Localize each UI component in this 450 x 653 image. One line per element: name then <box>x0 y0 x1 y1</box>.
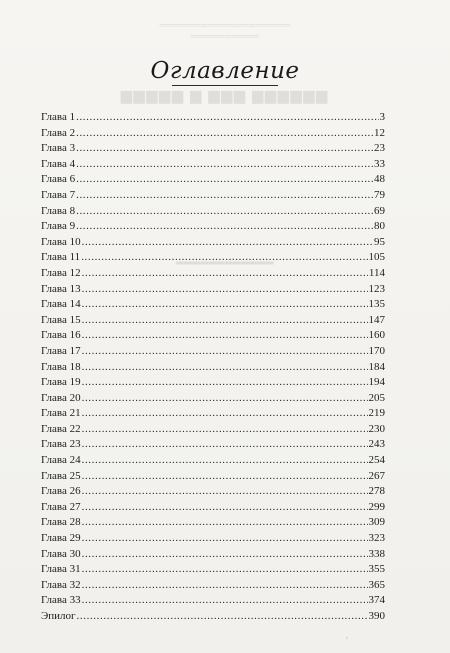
toc-entry[interactable] <box>41 328 385 344</box>
toc-entry[interactable] <box>41 391 385 407</box>
toc-entry-page: 79 <box>374 188 385 201</box>
toc-entry[interactable] <box>41 235 385 251</box>
toc-entry-page: 80 <box>374 220 385 233</box>
toc-entry[interactable] <box>41 188 385 204</box>
toc-entry-label: Глава 21 <box>41 407 81 420</box>
bleed-through-text: ▂▂▂▂▂▂▂▂▂▂▂▂ <box>175 254 275 265</box>
dot-leader <box>82 313 368 329</box>
toc-entry[interactable] <box>41 515 385 531</box>
toc-entry[interactable] <box>41 204 385 220</box>
toc-entry[interactable] <box>41 360 385 376</box>
toc-entry-page: 219 <box>368 407 385 420</box>
dot-leader <box>76 219 373 235</box>
dot-leader <box>82 437 368 453</box>
toc-entry-label: Глава 8 <box>41 204 76 217</box>
dot-leader <box>76 204 373 220</box>
toc-entry-page: 299 <box>368 500 385 513</box>
toc-entry[interactable] <box>41 250 385 266</box>
bleed-through-text: ▆▆▆▆▆ ▆ ▆▆▆ ▆▆▆▆▆▆ <box>121 89 329 104</box>
toc-entry-label: Глава 6 <box>41 173 76 186</box>
toc-entry-label: Глава 28 <box>41 516 81 529</box>
page-title: Оглавление <box>0 58 450 86</box>
toc-entry-page: 33 <box>374 157 385 170</box>
dot-leader <box>82 515 368 531</box>
toc-entry-label: Глава 1 <box>41 111 76 123</box>
dot-leader <box>76 188 373 204</box>
toc-entry-label: Глава 4 <box>41 157 76 170</box>
toc-entry-label: Глава 29 <box>41 532 81 545</box>
printer-mark: ' <box>346 636 348 647</box>
toc-entry-label: Глава 18 <box>41 360 81 373</box>
toc-entry-page: 355 <box>368 563 385 576</box>
dot-leader <box>76 126 373 142</box>
toc-entry[interactable] <box>41 547 385 563</box>
toc-entry-page: 160 <box>368 329 385 342</box>
toc-entry-page: 135 <box>368 298 385 311</box>
toc-entry-page: 147 <box>368 313 385 326</box>
toc-entry[interactable] <box>41 453 385 469</box>
dot-leader <box>82 375 368 391</box>
toc-entry[interactable] <box>41 375 385 391</box>
dot-leader <box>82 422 368 438</box>
dot-leader <box>76 157 373 173</box>
bleed-through-text: ═══════════════════ <box>159 20 291 30</box>
toc-entry-label: Эпилог <box>41 610 76 622</box>
toc-entry[interactable] <box>41 484 385 500</box>
dot-leader <box>82 531 368 547</box>
dot-leader <box>82 500 368 516</box>
toc-entry-page: 48 <box>374 173 385 186</box>
dot-leader <box>82 547 368 563</box>
toc-entry[interactable] <box>41 531 385 547</box>
toc-entry-label: Глава 2 <box>41 126 76 139</box>
toc-entry[interactable] <box>41 313 385 329</box>
toc-entry[interactable] <box>41 157 385 173</box>
toc-entry[interactable] <box>41 500 385 516</box>
toc-entry-page: 278 <box>368 485 385 498</box>
toc-entry-label: Глава 19 <box>41 376 81 389</box>
dot-leader <box>82 266 368 282</box>
toc-entry-page: 3 <box>379 111 385 123</box>
toc-entry-label: Глава 3 <box>41 142 76 155</box>
toc-entry[interactable] <box>41 172 385 188</box>
toc-entry[interactable] <box>41 609 385 625</box>
toc-entry-label: Глава 22 <box>41 422 81 435</box>
toc-entry-label: Глава 16 <box>41 329 81 342</box>
dot-leader <box>82 593 368 609</box>
toc-entry[interactable] <box>41 282 385 298</box>
dot-leader <box>76 141 373 157</box>
toc-entry-page: 105 <box>368 251 385 264</box>
toc-entry[interactable] <box>41 126 385 142</box>
toc-entry-page: 254 <box>368 454 385 467</box>
toc-entry-label: Глава 23 <box>41 438 81 451</box>
toc-entry-label: Глава 15 <box>41 313 81 326</box>
toc-entry-label: Глава 20 <box>41 391 81 404</box>
dot-leader <box>82 406 368 422</box>
toc-entry[interactable] <box>41 219 385 235</box>
toc-entry-page: 184 <box>368 360 385 373</box>
dot-leader <box>82 282 368 298</box>
toc-entry[interactable] <box>41 562 385 578</box>
toc-entry-page: 12 <box>374 126 385 139</box>
toc-entry[interactable] <box>41 406 385 422</box>
toc-entry[interactable] <box>41 297 385 313</box>
dot-leader <box>82 360 368 376</box>
dot-leader <box>82 344 368 360</box>
toc-entry-label: Глава 31 <box>41 563 81 576</box>
toc-entry-label: Глава 33 <box>41 594 81 607</box>
toc-entry[interactable] <box>41 578 385 594</box>
table-of-contents <box>41 110 385 625</box>
dot-leader <box>82 391 368 407</box>
toc-entry[interactable] <box>41 266 385 282</box>
toc-entry-label: Глава 26 <box>41 485 81 498</box>
toc-entry-page: 114 <box>368 266 385 279</box>
toc-entry-label: Глава 32 <box>41 578 81 591</box>
toc-entry-page: 23 <box>374 142 385 155</box>
dot-leader <box>82 562 368 578</box>
toc-entry-label: Глава 13 <box>41 282 81 295</box>
toc-entry-page: 69 <box>374 204 385 217</box>
toc-entry-page: 123 <box>368 282 385 295</box>
dot-leader <box>82 453 368 469</box>
toc-entry-page: 205 <box>368 391 385 404</box>
dot-leader <box>82 469 368 485</box>
toc-entry-label: Глава 11 <box>41 251 81 264</box>
dot-leader <box>82 484 368 500</box>
toc-entry-label: Глава 27 <box>41 500 81 513</box>
toc-entry-label: Глава 12 <box>41 266 81 279</box>
toc-entry-page: 267 <box>368 469 385 482</box>
toc-entry-page: 390 <box>368 610 385 622</box>
toc-entry-page: 170 <box>368 344 385 357</box>
bleed-through-text: ══════════ <box>190 31 260 41</box>
dot-leader <box>77 609 368 625</box>
toc-entry-page: 309 <box>368 516 385 529</box>
dot-leader <box>82 578 368 594</box>
toc-entry[interactable] <box>41 593 385 609</box>
dot-leader <box>82 235 373 251</box>
dot-leader <box>81 250 367 266</box>
toc-entry-label: Глава 14 <box>41 298 81 311</box>
toc-entry[interactable] <box>41 344 385 360</box>
toc-entry[interactable] <box>41 422 385 438</box>
toc-entry-page: 230 <box>368 422 385 435</box>
dot-leader <box>82 328 368 344</box>
toc-entry-label: Глава 10 <box>41 235 81 248</box>
dot-leader <box>76 110 378 126</box>
toc-entry-page: 365 <box>368 578 385 591</box>
toc-entry-page: 374 <box>368 594 385 607</box>
toc-entry-page: 243 <box>368 438 385 451</box>
toc-entry-label: Глава 7 <box>41 188 76 201</box>
toc-entry-label: Глава 25 <box>41 469 81 482</box>
toc-entry[interactable] <box>41 141 385 157</box>
toc-entry[interactable] <box>41 437 385 453</box>
dot-leader <box>76 172 373 188</box>
toc-entry-page: 95 <box>374 235 385 248</box>
toc-entry-label: Глава 30 <box>41 547 81 560</box>
toc-entry-label: Глава 24 <box>41 454 81 467</box>
dot-leader <box>82 297 368 313</box>
toc-entry-page: 323 <box>368 532 385 545</box>
toc-entry[interactable] <box>41 469 385 485</box>
toc-entry-label: Глава 9 <box>41 220 76 233</box>
toc-entry-page: 194 <box>368 376 385 389</box>
toc-entry-label: Глава 17 <box>41 344 81 357</box>
toc-entry-page: 338 <box>368 547 385 560</box>
toc-entry[interactable] <box>41 110 385 126</box>
